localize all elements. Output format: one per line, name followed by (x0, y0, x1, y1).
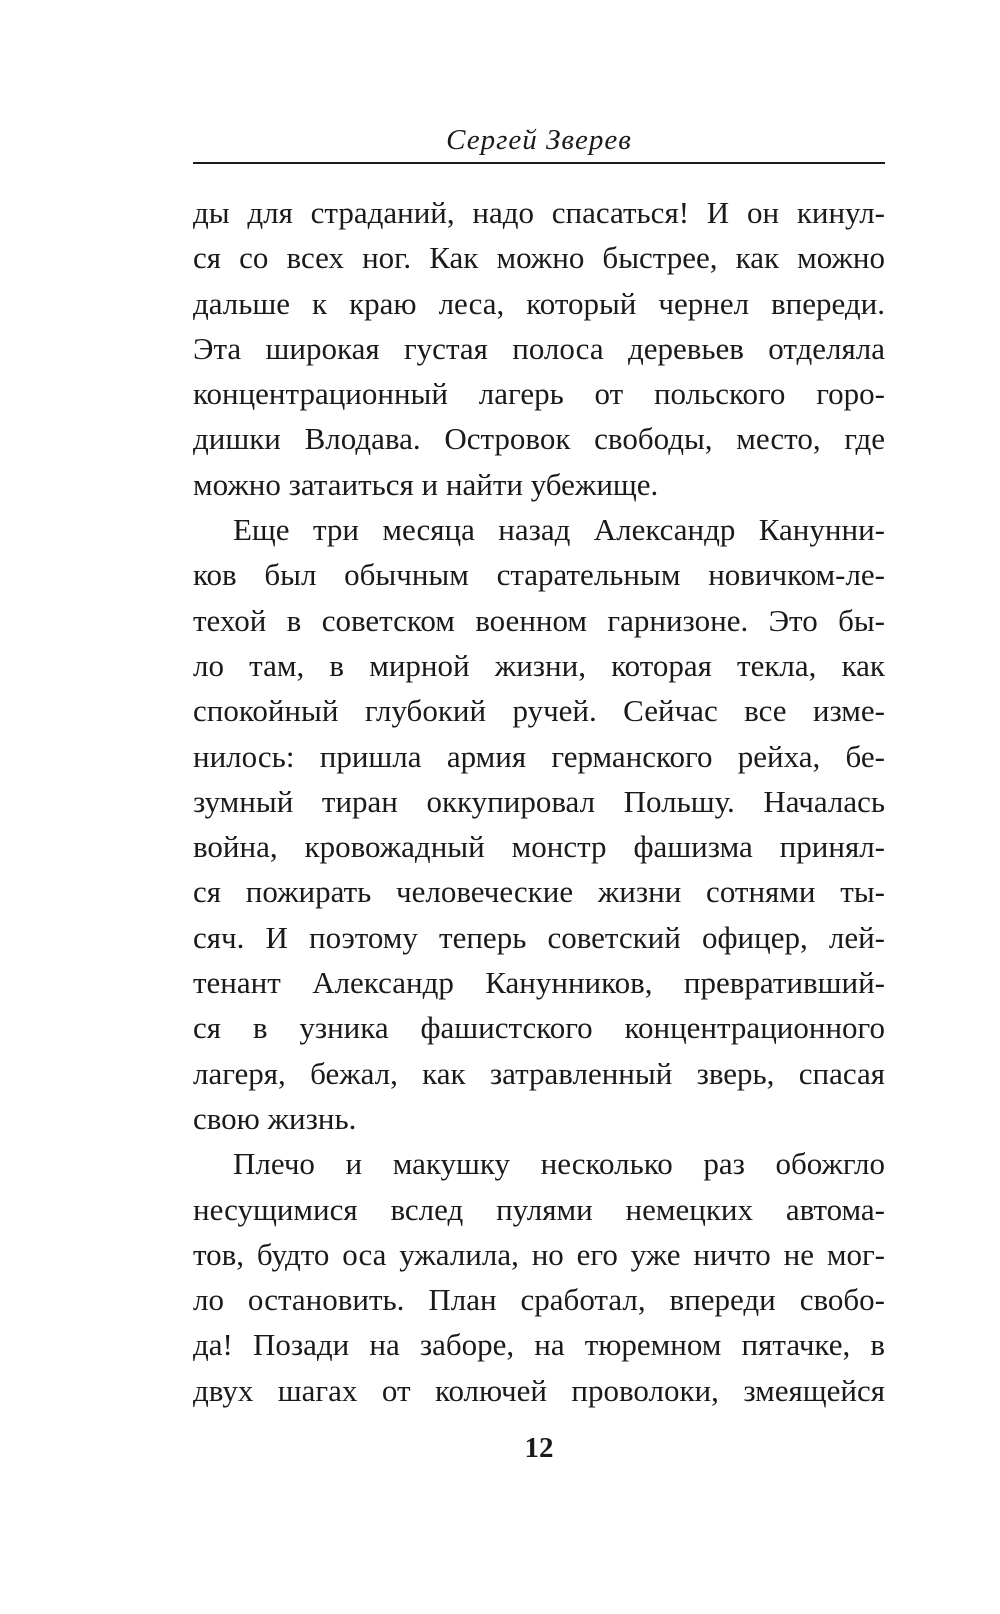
text-line: ся в узника фашистского концентрационного (193, 1010, 885, 1046)
text-line: ло остановить. План сработал, впереди свобо- (193, 1282, 885, 1318)
text-line: ся пожирать человеческие жизни сотнями ты- (193, 874, 885, 910)
paragraph (193, 507, 885, 1141)
text-line: Эта широкая густая полоса деревьев отделяла (193, 330, 885, 366)
text-line: Еще три месяца назад Александр Канунни- (233, 512, 885, 548)
page-number: 12 (524, 1432, 554, 1464)
text-line: сяч. И поэтому теперь советский офицер, лей- (193, 919, 885, 955)
header-rule (193, 162, 885, 164)
text-line: техой в советском военном гарнизоне. Это бы- (193, 602, 885, 638)
text-line: несущимися вслед пулями немецких автома- (193, 1191, 885, 1227)
text-line: дишки Влодава. Островок свободы, место, где (193, 421, 885, 457)
text-line: зумный тиран оккупировал Польшу. Началась (193, 783, 885, 819)
text-line: да! Позади на заборе, на тюремном пятачке, в (193, 1327, 885, 1363)
text-line: концентрационный лагерь от польского горо- (193, 376, 885, 412)
text-line: тенант Александр Канунников, превративший- (193, 965, 885, 1001)
paragraph (193, 1141, 885, 1413)
text-line: ды для страданий, надо спасаться! И он кинул- (193, 195, 885, 230)
text-line: дальше к краю леса, который чернел впереди. (193, 285, 885, 321)
text-line: война, кровожадный монстр фашизма принял- (193, 829, 885, 865)
text-line: ло там, в мирной жизни, которая текла, как (193, 647, 885, 683)
text-line: двух шагах от колючей проволоки, змеящейся (193, 1372, 885, 1408)
text-line: спокойный глубокий ручей. Сейчас все изме- (193, 693, 885, 729)
text-line: Плечо и макушку несколько раз обожгло (233, 1146, 885, 1182)
text-line: можно затаиться и найти убежище. (193, 466, 659, 502)
text-line: тов, будто оса ужалила, но его уже ничто не мог- (193, 1236, 885, 1272)
text-line: свою жизнь. (193, 1100, 357, 1136)
running-head: Сергей Зверев (446, 124, 632, 156)
text-line: лагеря, бежал, как затравленный зверь, спасая (193, 1055, 885, 1091)
body-text (193, 190, 885, 1413)
paragraph (193, 190, 885, 507)
text-line: ся со всех ног. Как можно быстрее, как можно (193, 240, 885, 276)
text-line: ков был обычным старательным новичком-ле- (193, 557, 885, 593)
text-line: нилось: пришла армия германского рейха, бе- (193, 738, 885, 774)
